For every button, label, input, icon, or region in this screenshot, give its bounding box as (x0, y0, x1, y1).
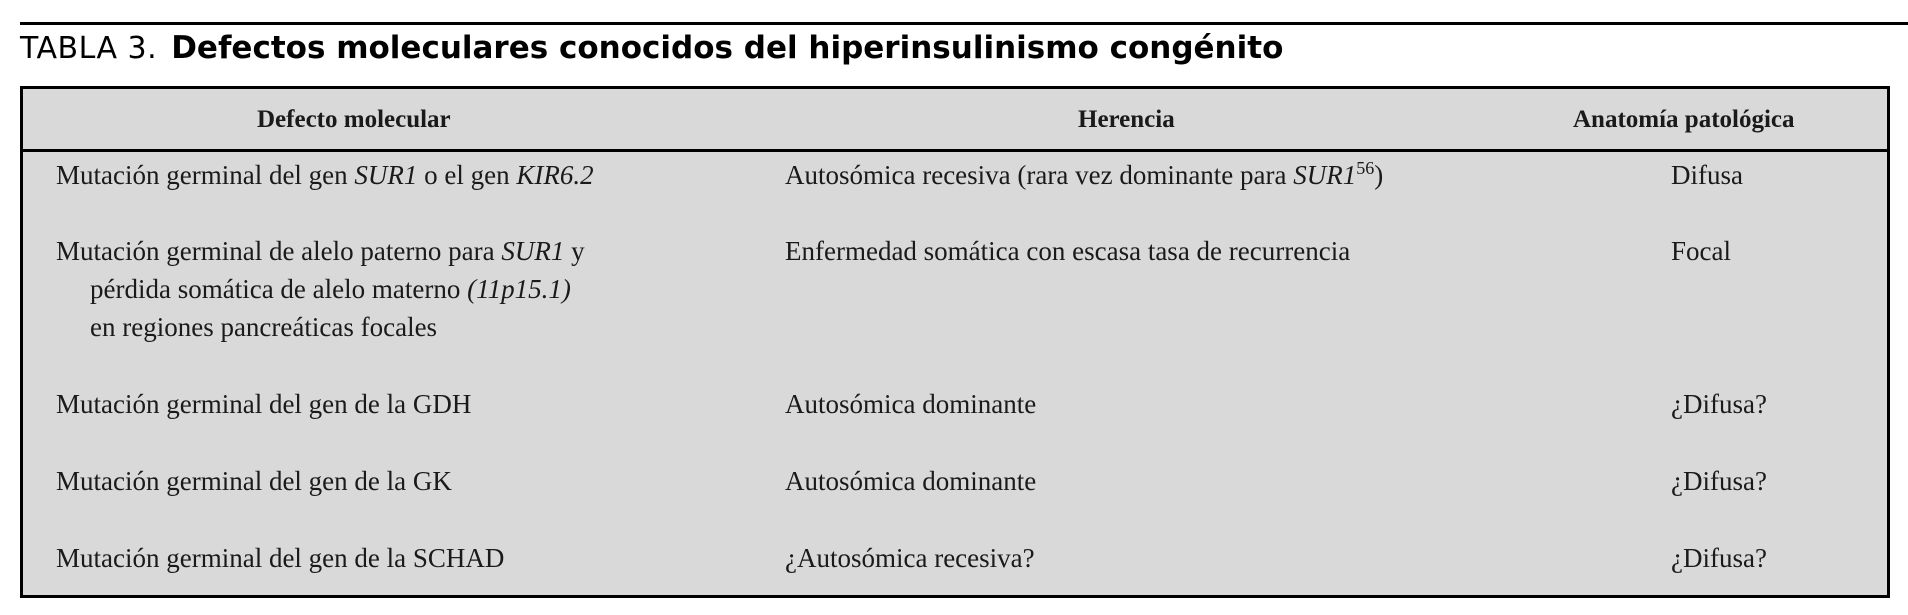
locus-name: (11p15.1) (467, 274, 571, 304)
cell-herencia: Autosómica dominante (785, 466, 1037, 496)
cell-defecto (56, 156, 594, 194)
gene-name: SUR1 (354, 160, 418, 190)
cell-defecto (56, 232, 585, 346)
table-label: TABLA 3. (20, 31, 158, 66)
cell-text: Autosómica recesiva (rara vez dominante para (785, 160, 1294, 190)
cell-line: en regiones pancreáticas focales (90, 312, 438, 342)
gene-name: SUR1 (1293, 160, 1357, 190)
cell-text: o el gen (417, 160, 517, 190)
table-title: Defectos moleculares conocidos del hiperinsulinismo congénito (171, 30, 1284, 66)
top-rule (20, 22, 1908, 25)
data-table (20, 86, 1890, 598)
cell-anatomia: ¿Difusa? (1671, 543, 1767, 573)
cell-text: ) (1374, 160, 1384, 190)
cell-herencia (785, 156, 1383, 194)
cell-defecto: Mutación germinal del gen de la GK (56, 466, 452, 496)
table-caption (20, 30, 1283, 66)
cell-herencia: Enfermedad somática con escasa tasa de recurrencia (785, 236, 1351, 266)
cell-anatomia: Focal (1671, 236, 1731, 266)
header-herencia: Herencia (1078, 106, 1175, 133)
cell-text: Mutación germinal de alelo paterno para (56, 236, 502, 266)
header-anatomia-patologica: Anatomía patológica (1573, 106, 1795, 133)
cell-anatomia: ¿Difusa? (1671, 466, 1767, 496)
cell-line (56, 232, 585, 270)
cell-herencia: Autosómica dominante (785, 389, 1037, 419)
cell-anatomia: Difusa (1671, 160, 1743, 190)
header-defecto-molecular: Defecto molecular (257, 106, 451, 133)
gene-name: KIR6.2 (516, 160, 594, 190)
table-header-row (23, 89, 1887, 152)
cell-defecto: Mutación germinal del gen de la SCHAD (56, 543, 505, 573)
cell-herencia: ¿Autosómica recesiva? (785, 543, 1035, 573)
cell-line (56, 270, 585, 308)
cell-defecto: Mutación germinal del gen de la GDH (56, 389, 472, 419)
cell-text: Mutación germinal del gen (56, 160, 355, 190)
reference-superscript: 56 (1356, 158, 1375, 178)
cell-text: pérdida somática de alelo materno (90, 274, 468, 304)
cell-text: y (564, 236, 585, 266)
gene-name: SUR1 (501, 236, 565, 266)
cell-anatomia: ¿Difusa? (1671, 389, 1767, 419)
